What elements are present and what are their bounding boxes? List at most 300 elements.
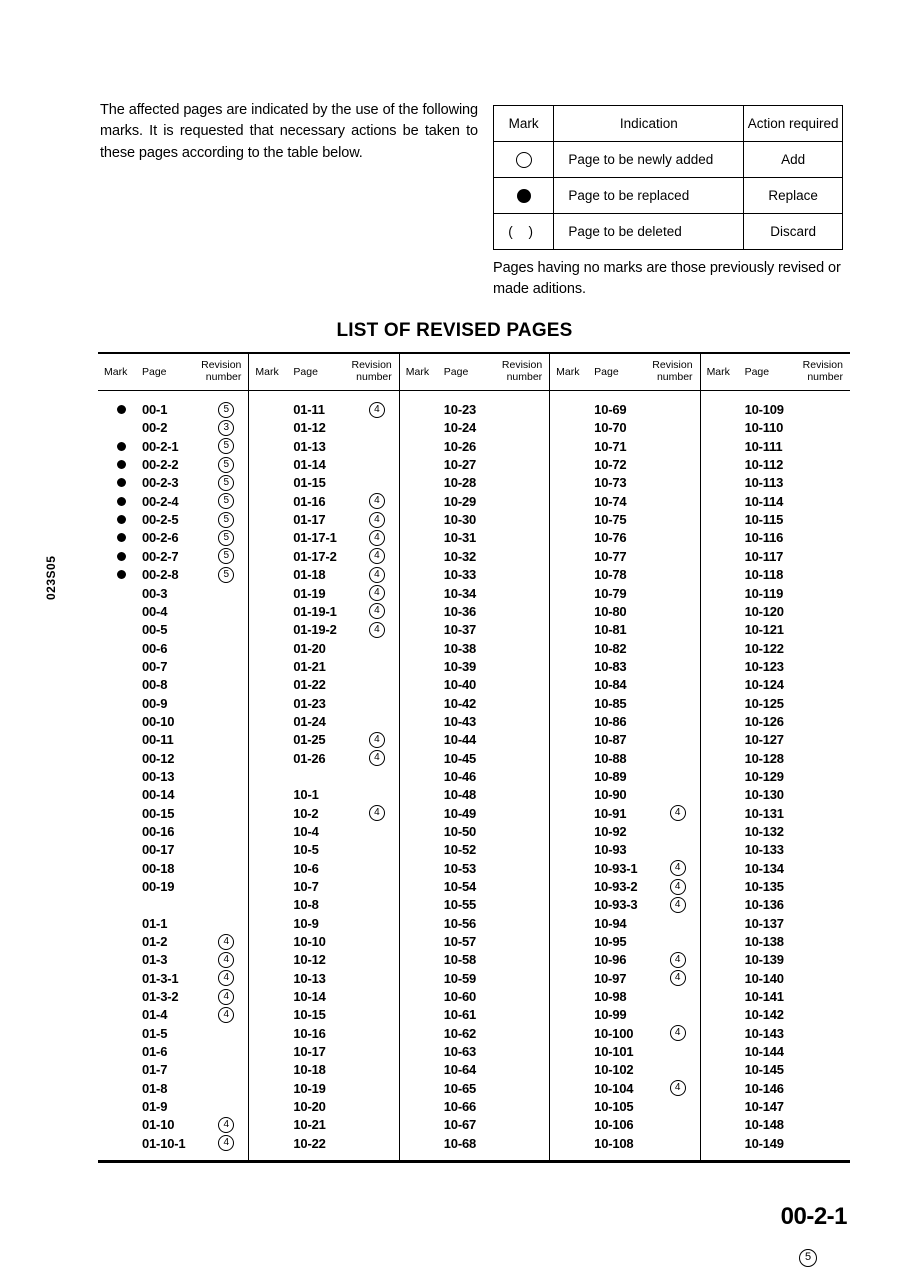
- table-row: [550, 877, 699, 895]
- page-number-cell: 10-135: [744, 879, 784, 894]
- table-column-5: [700, 391, 850, 1160]
- page-number-cell: 10-118: [744, 567, 784, 583]
- page-number-cell: 10-48: [443, 787, 477, 803]
- revision-number-cell: [369, 732, 395, 748]
- table-row: [701, 510, 850, 528]
- revision-number-cell: [218, 512, 244, 528]
- page-number-cell: 10-19: [293, 1080, 326, 1096]
- page-number-cell: 10-1: [293, 787, 319, 803]
- page-number-cell: 10-90: [594, 787, 627, 803]
- table-row: [249, 400, 398, 418]
- table-row: [98, 914, 248, 932]
- table-column-3: [399, 391, 549, 1160]
- circled-revision-icon: 4: [369, 732, 385, 748]
- page-number-cell: 10-40: [443, 677, 477, 693]
- page-number-cell: 10-88: [594, 750, 627, 766]
- table-row: [98, 951, 248, 969]
- page-number-cell: 10-2: [293, 805, 319, 821]
- table-header-group-2: [248, 354, 398, 390]
- header-revision: Revision number: [802, 359, 843, 383]
- page-number-cell: 10-82: [594, 640, 627, 656]
- page-number-cell: 10-105: [594, 1099, 634, 1115]
- side-document-code: 023S05: [44, 555, 58, 600]
- header-page: Page: [443, 366, 469, 378]
- page-number-cell: 01-4: [142, 1007, 168, 1023]
- table-row: [249, 639, 398, 657]
- table-row: [400, 400, 549, 418]
- table-row: [701, 804, 850, 822]
- page-number-cell: 10-27: [443, 457, 477, 473]
- circled-revision-icon: 5: [218, 530, 234, 546]
- table-row: [400, 877, 549, 895]
- table-row: [249, 565, 398, 583]
- table-row: [550, 510, 699, 528]
- table-row: [249, 510, 398, 528]
- table-row: [98, 584, 248, 602]
- page-number-cell: 10-101: [594, 1044, 634, 1060]
- page-number-cell: 10-138: [744, 934, 784, 950]
- open-circle-icon: [516, 152, 532, 168]
- legend-indication-cell: Page to be newly added: [554, 142, 744, 178]
- revision-number-cell: [369, 750, 395, 766]
- revision-number-cell: [369, 530, 395, 546]
- page-number-cell: 00-12: [142, 750, 175, 766]
- table-row: [98, 419, 248, 437]
- page-number-cell: 01-3-2: [142, 989, 179, 1005]
- revision-number-cell: [670, 860, 696, 876]
- page-number-cell: 00-3: [142, 585, 168, 601]
- page-number-cell: 10-72: [594, 457, 627, 473]
- circled-revision-icon: 4: [369, 567, 385, 583]
- table-row: [550, 896, 699, 914]
- page-number-cell: 10-31: [443, 530, 477, 546]
- page-number-cell: 10-57: [443, 934, 477, 950]
- table-row: [701, 1116, 850, 1134]
- page-number-cell: 10-112: [744, 457, 784, 473]
- page-number-cell: 01-14: [293, 457, 326, 473]
- table-row: [550, 437, 699, 455]
- legend-action-cell: Discard: [744, 214, 843, 250]
- page-number-cell: 01-16: [293, 493, 326, 509]
- page-number-cell: 00-2-8: [142, 567, 179, 583]
- table-row: [701, 914, 850, 932]
- table-row: [550, 1116, 699, 1134]
- table-row: [98, 1042, 248, 1060]
- header-page: Page: [293, 366, 318, 378]
- page-number-cell: 10-93-1: [593, 860, 638, 876]
- circled-revision-icon: 4: [218, 989, 234, 1005]
- table-row: [550, 786, 699, 804]
- table-row: [701, 694, 850, 712]
- table-row: [98, 547, 248, 565]
- table-row: [550, 914, 699, 932]
- table-row: [249, 1097, 398, 1115]
- replace-mark-icon: [117, 405, 126, 414]
- table-row: [701, 547, 850, 565]
- table-row: [701, 859, 850, 877]
- table-row: [550, 767, 699, 785]
- legend-mark-cell: [494, 142, 554, 178]
- table-row: [98, 474, 248, 492]
- page-number-cell: 10-97: [593, 970, 627, 986]
- table-body: [98, 391, 850, 1160]
- legend-mark-cell: [494, 178, 554, 214]
- header-revision: Revision number: [501, 359, 543, 383]
- table-row: [701, 400, 850, 418]
- table-row: [249, 822, 398, 840]
- header-page: Page: [594, 366, 619, 378]
- table-row: [550, 822, 699, 840]
- header-page: Page: [142, 366, 167, 378]
- page-number-cell: 01-23: [293, 695, 326, 711]
- revision-number-cell: [218, 420, 244, 436]
- table-row: [701, 1042, 850, 1060]
- page-number-cell: 10-124: [744, 677, 784, 693]
- table-row: [701, 969, 850, 987]
- table-row: [98, 437, 248, 455]
- table-row: [701, 474, 850, 492]
- circled-revision-icon: 4: [369, 603, 385, 619]
- page-number-cell: 10-45: [443, 750, 477, 766]
- table-row: [701, 896, 850, 914]
- page-number-cell: 00-2-2: [142, 457, 179, 473]
- page-number-cell: 10-108: [594, 1135, 634, 1151]
- page-number-cell: 00-11: [142, 732, 174, 748]
- circled-revision-icon: 5: [218, 548, 234, 564]
- table-row: [249, 896, 398, 914]
- page-number-cell: 01-19-2: [293, 622, 337, 638]
- filled-circle-icon: [104, 533, 138, 542]
- page-number-cell: 10-61: [443, 1007, 477, 1023]
- page-number-cell: 10-54: [443, 879, 477, 894]
- table-row: [98, 969, 248, 987]
- table-row: [701, 987, 850, 1005]
- legend-mark-cell: [494, 214, 554, 250]
- table-row: [400, 529, 549, 547]
- table-row: [550, 455, 699, 473]
- legend-header-row: [494, 106, 843, 142]
- circled-revision-icon: 5: [218, 512, 234, 528]
- header-mark: Mark: [706, 366, 730, 378]
- page-number-cell: 10-56: [443, 915, 477, 931]
- table-row: [98, 749, 248, 767]
- table-header-group-5: [700, 354, 850, 390]
- revision-number-cell: [369, 585, 395, 601]
- table-row: [701, 932, 850, 950]
- page-number-cell: 10-77: [594, 548, 627, 564]
- revision-number-cell: [218, 548, 244, 564]
- replace-mark-icon: [117, 442, 126, 451]
- page-number-cell: 10-102: [594, 1062, 634, 1078]
- page-number-cell: 10-12: [293, 952, 326, 968]
- page-number-cell: 10-10: [293, 934, 326, 950]
- revision-number-cell: [369, 548, 395, 564]
- circled-revision-icon: 4: [670, 952, 686, 968]
- page-number-cell: 10-125: [744, 695, 784, 711]
- page-number-cell: 00-2-5: [142, 512, 179, 528]
- page-number-cell: 10-142: [744, 1007, 784, 1023]
- page-number-cell: 00-5: [142, 622, 168, 638]
- table-row: [400, 565, 549, 583]
- circled-revision-icon: 4: [670, 1080, 686, 1096]
- page-number-cell: 00-6: [142, 640, 168, 656]
- replace-mark-icon: [117, 533, 126, 542]
- page-number-cell: 10-106: [594, 1117, 634, 1133]
- page-number-cell: 10-29: [443, 493, 477, 509]
- page-number-cell: 10-38: [443, 640, 477, 656]
- page-number-cell: 10-116: [744, 530, 784, 546]
- page-number-cell: 10-117: [744, 548, 784, 564]
- revision-number-cell: [670, 952, 696, 968]
- page-number-cell: 01-17-2: [293, 548, 337, 564]
- table-row: [400, 804, 549, 822]
- revised-pages-table: [98, 352, 850, 1163]
- table-row: [550, 1006, 699, 1024]
- page-number-cell: 10-15: [293, 1007, 326, 1023]
- header-revision: Revision number: [201, 359, 242, 383]
- replace-mark-icon: [117, 497, 126, 506]
- replace-mark-icon: [117, 515, 126, 524]
- table-row: [249, 749, 398, 767]
- table-row: [98, 1134, 248, 1152]
- circled-revision-icon: 4: [670, 897, 686, 913]
- page-number-cell: 00-16: [142, 823, 175, 839]
- circled-revision-icon: 4: [218, 934, 234, 950]
- page-number-cell: 10-67: [443, 1117, 477, 1133]
- table-row: [701, 1061, 850, 1079]
- table-row: [550, 969, 699, 987]
- page-number-cell: 10-46: [443, 768, 477, 784]
- page-number-cell: 10-39: [443, 658, 477, 674]
- page-number-cell: 10-73: [594, 475, 627, 491]
- page-number-cell: 10-20: [293, 1099, 326, 1115]
- page-number-cell: 10-85: [594, 695, 627, 711]
- table-header-group-3: [399, 354, 549, 390]
- filled-circle-icon: [104, 405, 138, 414]
- revision-number-cell: [218, 475, 244, 491]
- table-row: [249, 657, 398, 675]
- table-row: [249, 951, 398, 969]
- table-row: [249, 1116, 398, 1134]
- table-row: [400, 492, 549, 510]
- page-number-cell: 00-4: [142, 603, 168, 619]
- circled-revision-icon: 4: [369, 512, 385, 528]
- page-number-cell: 10-78: [594, 567, 627, 583]
- revision-number-cell: [218, 1135, 244, 1151]
- page-number-cell: 01-3: [142, 952, 168, 968]
- table-row: [701, 419, 850, 437]
- revision-number-cell: [218, 952, 244, 968]
- circled-revision-icon: 4: [670, 879, 686, 895]
- page-number-cell: 10-66: [443, 1099, 477, 1115]
- table-row: [550, 932, 699, 950]
- revision-number-cell: [218, 567, 244, 583]
- table-row: [400, 731, 549, 749]
- table-row: [98, 877, 248, 895]
- table-row: [701, 492, 850, 510]
- page-number-cell: 10-26: [443, 438, 477, 454]
- revision-number-cell: [218, 438, 244, 454]
- page-number-cell: 10-115: [744, 512, 784, 528]
- table-row: [701, 1024, 850, 1042]
- page-number-cell: 10-130: [744, 787, 784, 803]
- page-number-cell: 10-86: [594, 713, 627, 729]
- circled-revision-icon: 4: [218, 1135, 234, 1151]
- table-row: [249, 1079, 398, 1097]
- page-number-cell: 10-43: [443, 713, 477, 729]
- table-row: [701, 657, 850, 675]
- table-row: [249, 437, 398, 455]
- page-number-cell: 10-110: [744, 420, 784, 436]
- page-number-cell: 01-19-1: [293, 603, 337, 619]
- table-row: [701, 1097, 850, 1115]
- circled-revision-icon: 5: [218, 567, 234, 583]
- page-number-cell: 10-139: [744, 952, 784, 968]
- table-row: [550, 1061, 699, 1079]
- table-row: [550, 584, 699, 602]
- filled-circle-icon: [104, 570, 138, 579]
- table-row: [701, 621, 850, 639]
- table-row: [550, 1024, 699, 1042]
- table-row: [701, 1006, 850, 1024]
- intro-paragraph: The affected pages are indicated by the use of the following marks. It is requested that necessary actions be taken to these pages according to the table below.: [100, 102, 478, 161]
- table-row: [249, 694, 398, 712]
- table-row: [400, 859, 549, 877]
- page-number-cell: 10-32: [443, 548, 477, 564]
- revision-number-cell: [369, 622, 395, 638]
- page-number-cell: 10-13: [293, 970, 326, 986]
- table-row: [400, 437, 549, 455]
- table-row: [400, 676, 549, 694]
- page-number-cell: 10-16: [293, 1025, 326, 1041]
- table-row: [400, 1116, 549, 1134]
- table-row: [701, 767, 850, 785]
- page-number-cell: 10-99: [594, 1007, 627, 1023]
- table-row: [249, 547, 398, 565]
- page-number-cell: 01-10-1: [142, 1135, 186, 1151]
- replace-mark-icon: [117, 570, 126, 579]
- table-row: [98, 602, 248, 620]
- table-row: [550, 1079, 699, 1097]
- page-number-cell: 00-2-3: [142, 475, 179, 491]
- table-row: [550, 602, 699, 620]
- table-row: [400, 712, 549, 730]
- table-row: [400, 914, 549, 932]
- table-row: [98, 621, 248, 639]
- table-row: [550, 474, 699, 492]
- table-header-row: [98, 354, 850, 390]
- page-number-cell: 00-2-1: [142, 438, 179, 454]
- filled-circle-icon: [104, 478, 138, 487]
- header-mark: Mark: [556, 366, 580, 378]
- table-row: [98, 400, 248, 418]
- page-number-cell: 10-113: [744, 475, 784, 491]
- page-number-cell: 10-53: [443, 860, 477, 876]
- table-row: [98, 1079, 248, 1097]
- table-row: [249, 1006, 398, 1024]
- page-number-cell: 10-141: [744, 989, 784, 1005]
- table-row: [98, 1116, 248, 1134]
- parentheses-icon: ( ): [508, 224, 540, 239]
- table-row: [400, 547, 549, 565]
- page-number-cell: 10-37: [443, 622, 477, 638]
- table-row: [400, 767, 549, 785]
- page-number-cell: 10-5: [293, 842, 319, 858]
- table-row: [550, 951, 699, 969]
- table-row: [400, 602, 549, 620]
- table-header-group-1: [98, 354, 248, 390]
- legend-row: [494, 142, 843, 178]
- page-number-cell: 01-10: [142, 1117, 175, 1133]
- table-row: [701, 1079, 850, 1097]
- page-number-cell: 10-144: [744, 1044, 784, 1060]
- revision-number-cell: [670, 897, 696, 913]
- page-number-cell: 00-10: [142, 713, 175, 729]
- page-number-cell: 00-2: [142, 420, 168, 436]
- circled-revision-icon: 5: [218, 475, 234, 491]
- page-number-cell: 10-132: [744, 823, 784, 839]
- circled-revision-icon: 4: [369, 402, 385, 418]
- page-number-cell: 10-149: [744, 1135, 784, 1151]
- page-number-cell: 10-140: [744, 970, 784, 986]
- table-row: [98, 712, 248, 730]
- page-number-cell: 10-96: [593, 952, 627, 968]
- page-number-cell: 10-9: [293, 915, 319, 931]
- page-number-cell: 10-70: [594, 420, 627, 436]
- page-number-cell: 01-17-1: [293, 530, 337, 546]
- filled-circle-icon: [517, 189, 531, 203]
- page-number-cell: 10-17: [293, 1044, 326, 1060]
- page-number-cell: 10-121: [744, 622, 784, 638]
- table-row: [400, 1042, 549, 1060]
- page-number-cell: 10-98: [594, 989, 627, 1005]
- table-row: [400, 951, 549, 969]
- table-row: [400, 639, 549, 657]
- table-row: [249, 1042, 398, 1060]
- table-row: [400, 657, 549, 675]
- page-number-cell: 10-79: [594, 585, 627, 601]
- table-row: [98, 565, 248, 583]
- table-row: [550, 492, 699, 510]
- page-number-cell: 10-87: [594, 732, 627, 748]
- table-row: [701, 676, 850, 694]
- table-row: [249, 602, 398, 620]
- page-number-cell: 10-76: [594, 530, 627, 546]
- revision-number-cell: [218, 402, 244, 418]
- table-row: [249, 584, 398, 602]
- table-row: [249, 712, 398, 730]
- table-row: [400, 841, 549, 859]
- page-number-cell: 10-6: [293, 860, 319, 876]
- page-number-cell: 10-4: [293, 823, 319, 839]
- page-number-cell: 00-1: [142, 402, 168, 418]
- table-header-group-4: [549, 354, 699, 390]
- legend-action-cell: Add: [744, 142, 843, 178]
- page-number-cell: 10-127: [744, 732, 784, 748]
- page-number-cell: 10-83: [594, 658, 627, 674]
- page-number-cell: 00-2-7: [142, 548, 179, 564]
- circled-revision-icon: 4: [369, 585, 385, 601]
- page-number-cell: 10-137: [744, 915, 784, 931]
- page-number-cell: 01-3-1: [142, 970, 179, 986]
- table-row: [98, 841, 248, 859]
- header-mark: Mark: [405, 366, 430, 378]
- table-row: [550, 841, 699, 859]
- table-row: [98, 1061, 248, 1079]
- legend-indication-cell: Page to be deleted: [554, 214, 744, 250]
- table-row: [249, 804, 398, 822]
- page-number-cell: 10-131: [744, 805, 784, 821]
